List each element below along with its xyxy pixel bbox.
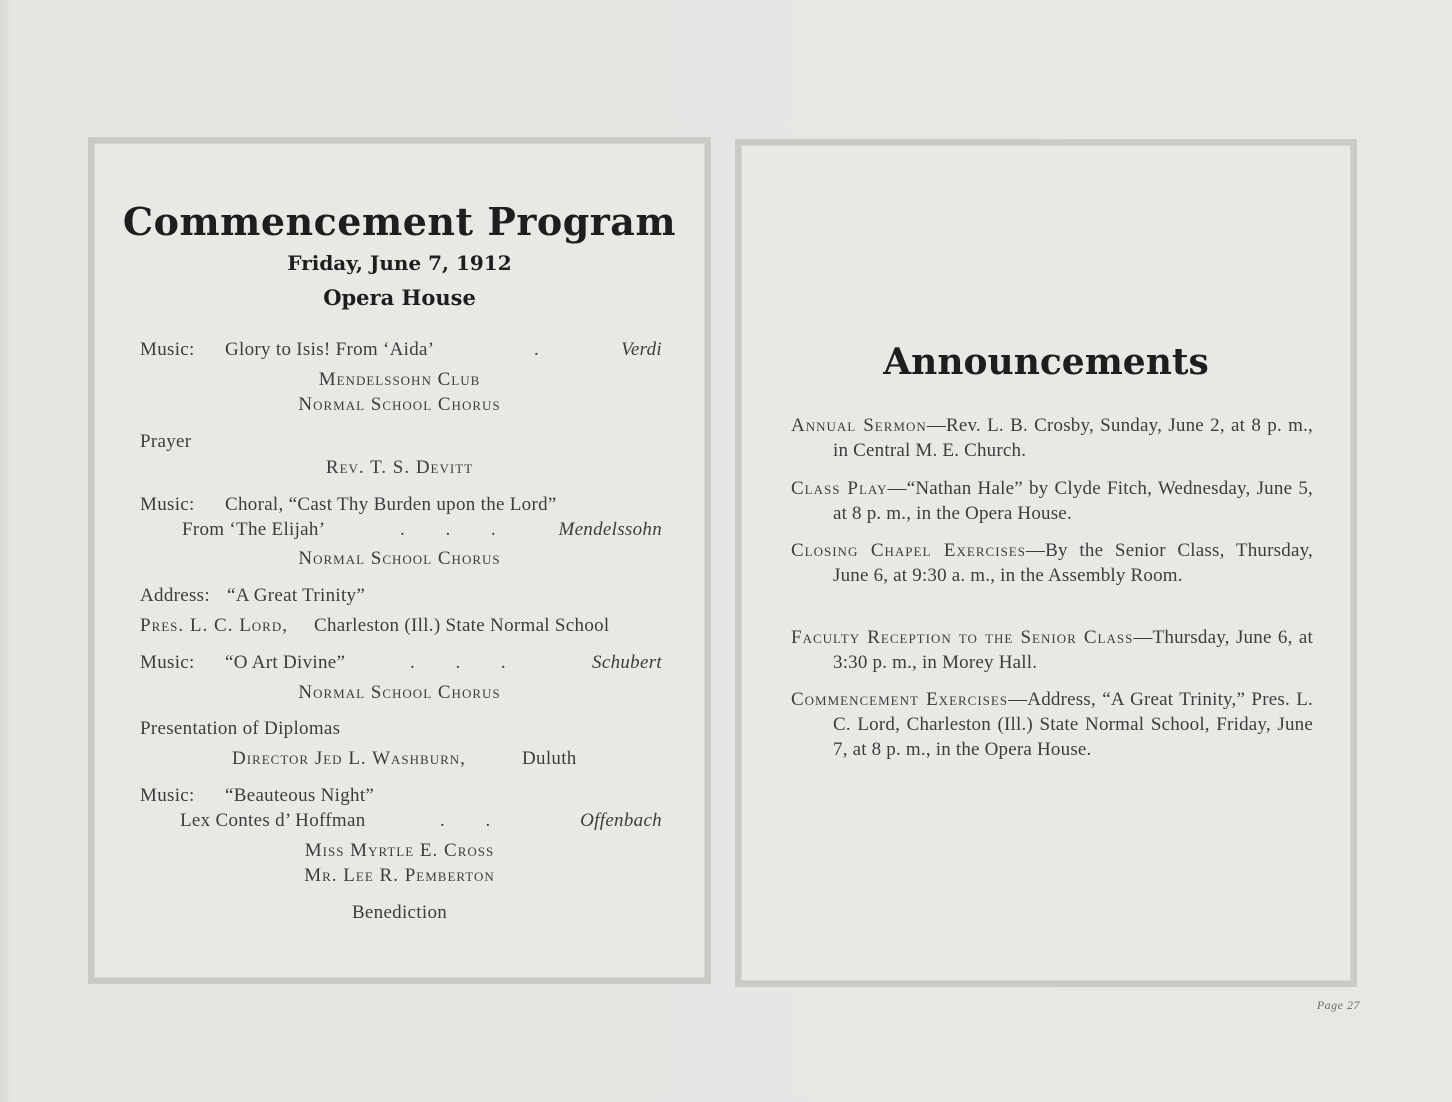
announcement-lead: Faculty Reception to the Senior Class <box>791 627 1134 648</box>
item-label: Address: <box>140 585 210 606</box>
announcement-text: —Thursday, June 6, at 3:30 p. m., in Morey Hall. <box>833 627 1314 673</box>
item-composer: Offenbach <box>580 810 662 831</box>
announcements-panel <box>735 139 1357 987</box>
announcement-item <box>791 625 1313 675</box>
program-venue: Opera House <box>323 285 476 310</box>
item-composer: Verdi <box>621 339 662 360</box>
announcement-text: —Address, “A Great Trinity,” Pres. L. C. Lord, Charleston (Ill.) State Normal School, Friday, June 7, at 8 p. m., in the Opera House. <box>833 689 1313 760</box>
program-title: Commencement Program <box>122 199 677 244</box>
item-leader-dots: . . . <box>400 519 496 540</box>
item-performer: Normal School Chorus <box>298 394 501 415</box>
announcement-text: —“Nathan Hale” by Clyde Fitch, Wednesday, June 5, at 8 p. m., in the Opera House. <box>833 478 1313 524</box>
announcement-lead: Commencement Exercises <box>791 689 1009 710</box>
item-performer: Rev. T. S. Devitt <box>325 457 474 478</box>
item-leader-dots: . <box>534 339 540 360</box>
item-piece-line2: Lex Contes d’ Hoffman <box>180 810 366 831</box>
item-leader-dots: . . . <box>410 652 506 673</box>
item-label-benediction: Benediction <box>351 902 448 923</box>
item-performer: Normal School Chorus <box>298 682 501 703</box>
item-speaker-affiliation: Charleston (Ill.) State Normal School <box>314 615 610 636</box>
item-piece: Glory to Isis! From ‘Aida’ <box>225 339 435 360</box>
page-number: Page 27 <box>1316 998 1360 1012</box>
announcement-item <box>791 413 1313 463</box>
item-piece: “Beauteous Night” <box>225 785 375 806</box>
item-performer: Normal School Chorus <box>298 548 501 569</box>
announcement-text: —By the Senior Class, Thursday, June 6, at 9:30 a. m., in the Assembly Room. <box>833 540 1313 586</box>
announcements-title: Announcements <box>883 341 1209 383</box>
item-performer: Mendelssohn Club <box>318 369 481 390</box>
announcement-item <box>791 687 1313 762</box>
commencement-program-panel <box>88 137 711 984</box>
item-piece: Choral, “Cast Thy Burden upon the Lord” <box>225 494 557 515</box>
item-piece-line2: From ‘The Elijah’ <box>182 519 326 540</box>
announcement-item <box>791 476 1313 526</box>
item-performer-name: Director Jed L. Washburn, <box>232 748 466 769</box>
item-label: Prayer <box>140 431 192 452</box>
item-label: Music: <box>140 339 195 360</box>
item-leader-dots: . . <box>440 810 491 831</box>
item-label: Music: <box>140 494 195 515</box>
item-composer: Mendelssohn <box>558 519 662 540</box>
item-piece: “O Art Divine” <box>225 652 346 673</box>
item-performer: Mr. Lee R. Pemberton <box>304 865 495 886</box>
item-address-title: “A Great Trinity” <box>227 585 366 606</box>
program-date: Friday, June 7, 1912 <box>287 251 512 275</box>
item-label: Presentation of Diplomas <box>140 718 341 739</box>
announcement-text: —Rev. L. B. Crosby, Sunday, June 2, at 8 p. m., in Central M. E. Church. <box>833 415 1313 461</box>
item-speaker-name: Pres. L. C. Lord, <box>140 615 288 636</box>
item-label: Music: <box>140 785 195 806</box>
item-label: Music: <box>140 652 195 673</box>
announcement-lead: Closing Chapel Exercises <box>791 540 1026 561</box>
item-composer: Schubert <box>592 652 662 673</box>
announcement-lead: Annual Sermon <box>791 415 927 436</box>
item-performer-place: Duluth <box>522 748 577 769</box>
announcement-item <box>791 538 1313 588</box>
item-performer: Miss Myrtle E. Cross <box>304 840 495 861</box>
announcement-lead: Class Play <box>791 478 888 499</box>
